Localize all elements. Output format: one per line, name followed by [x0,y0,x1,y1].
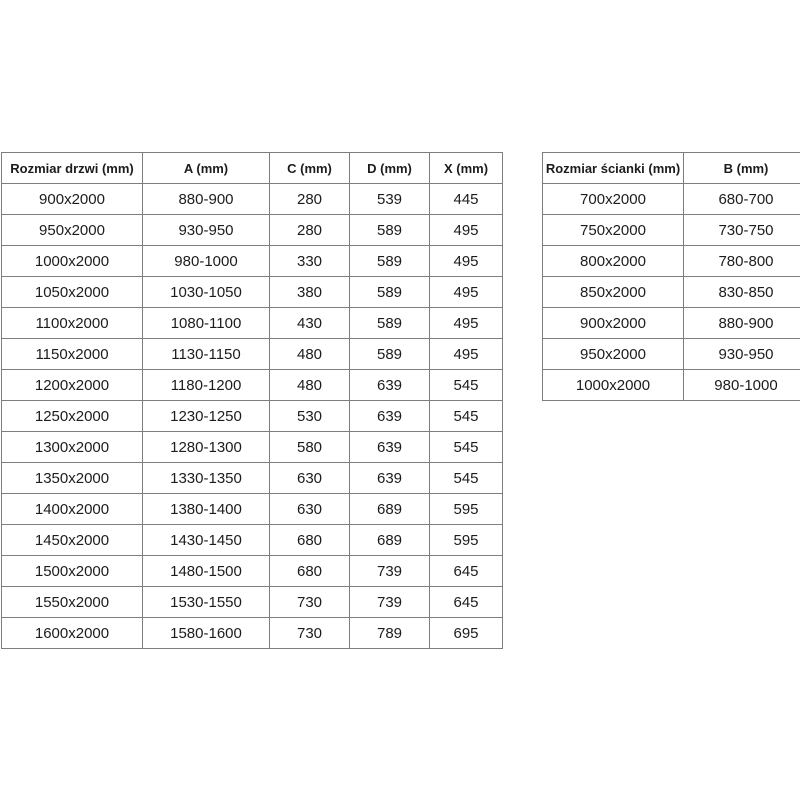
table-cell: 639 [350,432,430,463]
table-cell: 639 [350,463,430,494]
table-cell: 595 [430,494,503,525]
table-cell: 539 [350,184,430,215]
table-cell: 1580-1600 [143,618,270,649]
table-cell: 495 [430,339,503,370]
table-cell: 695 [430,618,503,649]
table-cell: 530 [270,401,350,432]
table-row [543,370,800,401]
table-cell: 730-750 [684,215,800,246]
table-cell: 545 [430,370,503,401]
table-cell: 900x2000 [2,184,143,215]
table-cell: 380 [270,277,350,308]
door-dimensions-table [1,152,503,649]
table-cell: 1430-1450 [143,525,270,556]
table-row [2,339,503,370]
table-cell: 930-950 [684,339,800,370]
table-cell: 430 [270,308,350,339]
table-cell: 589 [350,246,430,277]
table-row [2,184,503,215]
column-header: D (mm) [350,153,430,184]
table-row [2,401,503,432]
table-cell: 1400x2000 [2,494,143,525]
table-row [2,432,503,463]
table-cell: 1180-1200 [143,370,270,401]
table-cell: 1150x2000 [2,339,143,370]
table-cell: 1000x2000 [543,370,684,401]
table-cell: 589 [350,308,430,339]
table-cell: 495 [430,215,503,246]
column-header: X (mm) [430,153,503,184]
table-cell: 750x2000 [543,215,684,246]
table-cell: 680-700 [684,184,800,215]
table-cell: 645 [430,556,503,587]
table-cell: 980-1000 [684,370,800,401]
table-cell: 1600x2000 [2,618,143,649]
table-cell: 1330-1350 [143,463,270,494]
table-cell: 739 [350,556,430,587]
table-cell: 480 [270,339,350,370]
table-cell: 680 [270,525,350,556]
table-row [2,463,503,494]
table-cell: 545 [430,401,503,432]
table-cell: 1530-1550 [143,587,270,618]
table-header-row [543,153,800,184]
table-cell: 800x2000 [543,246,684,277]
table-row [2,556,503,587]
table-cell: 850x2000 [543,277,684,308]
table-cell: 980-1000 [143,246,270,277]
table-cell: 1080-1100 [143,308,270,339]
table-cell: 1030-1050 [143,277,270,308]
table-cell: 495 [430,246,503,277]
table-cell: 545 [430,432,503,463]
table-cell: 630 [270,494,350,525]
table-cell: 1000x2000 [2,246,143,277]
column-header: Rozmiar drzwi (mm) [2,153,143,184]
table-cell: 445 [430,184,503,215]
table-cell: 1480-1500 [143,556,270,587]
table-row [2,215,503,246]
table-cell: 830-850 [684,277,800,308]
table-cell: 639 [350,370,430,401]
table-row [2,494,503,525]
table-row [2,246,503,277]
table-row [543,339,800,370]
table-cell: 589 [350,277,430,308]
table-cell: 639 [350,401,430,432]
table-row [543,308,800,339]
table-cell: 1350x2000 [2,463,143,494]
table-row [2,587,503,618]
table-row [543,215,800,246]
table-row [543,246,800,277]
table-cell: 739 [350,587,430,618]
table-cell: 680 [270,556,350,587]
table-cell: 1280-1300 [143,432,270,463]
table-cell: 495 [430,277,503,308]
table-cell: 1230-1250 [143,401,270,432]
table-cell: 1130-1150 [143,339,270,370]
table-cell: 1250x2000 [2,401,143,432]
table-header-row [2,153,503,184]
column-header: B (mm) [684,153,800,184]
table-cell: 900x2000 [543,308,684,339]
table-cell: 1100x2000 [2,308,143,339]
table-cell: 730 [270,587,350,618]
table-cell: 730 [270,618,350,649]
table-cell: 1500x2000 [2,556,143,587]
table-cell: 545 [430,463,503,494]
table-cell: 1380-1400 [143,494,270,525]
table-row [543,277,800,308]
table-cell: 630 [270,463,350,494]
table-cell: 689 [350,494,430,525]
table-cell: 789 [350,618,430,649]
table-row [2,277,503,308]
table-cell: 589 [350,215,430,246]
table-row [2,618,503,649]
column-header: Rozmiar ścianki (mm) [543,153,684,184]
table-cell: 595 [430,525,503,556]
table-cell: 645 [430,587,503,618]
table-cell: 480 [270,370,350,401]
table-cell: 930-950 [143,215,270,246]
wall-panel-dimensions-table [542,152,800,401]
table-cell: 950x2000 [543,339,684,370]
table-cell: 880-900 [143,184,270,215]
column-header: A (mm) [143,153,270,184]
table-row [543,184,800,215]
table-cell: 495 [430,308,503,339]
table-row [2,308,503,339]
table-cell: 330 [270,246,350,277]
table-cell: 880-900 [684,308,800,339]
table-cell: 689 [350,525,430,556]
table-cell: 280 [270,215,350,246]
table-cell: 280 [270,184,350,215]
table-cell: 950x2000 [2,215,143,246]
table-cell: 1200x2000 [2,370,143,401]
table-cell: 1550x2000 [2,587,143,618]
table-cell: 780-800 [684,246,800,277]
table-cell: 580 [270,432,350,463]
table-cell: 700x2000 [543,184,684,215]
table-cell: 1300x2000 [2,432,143,463]
table-row [2,525,503,556]
column-header: C (mm) [270,153,350,184]
table-cell: 1050x2000 [2,277,143,308]
table-cell: 589 [350,339,430,370]
table-cell: 1450x2000 [2,525,143,556]
table-row [2,370,503,401]
